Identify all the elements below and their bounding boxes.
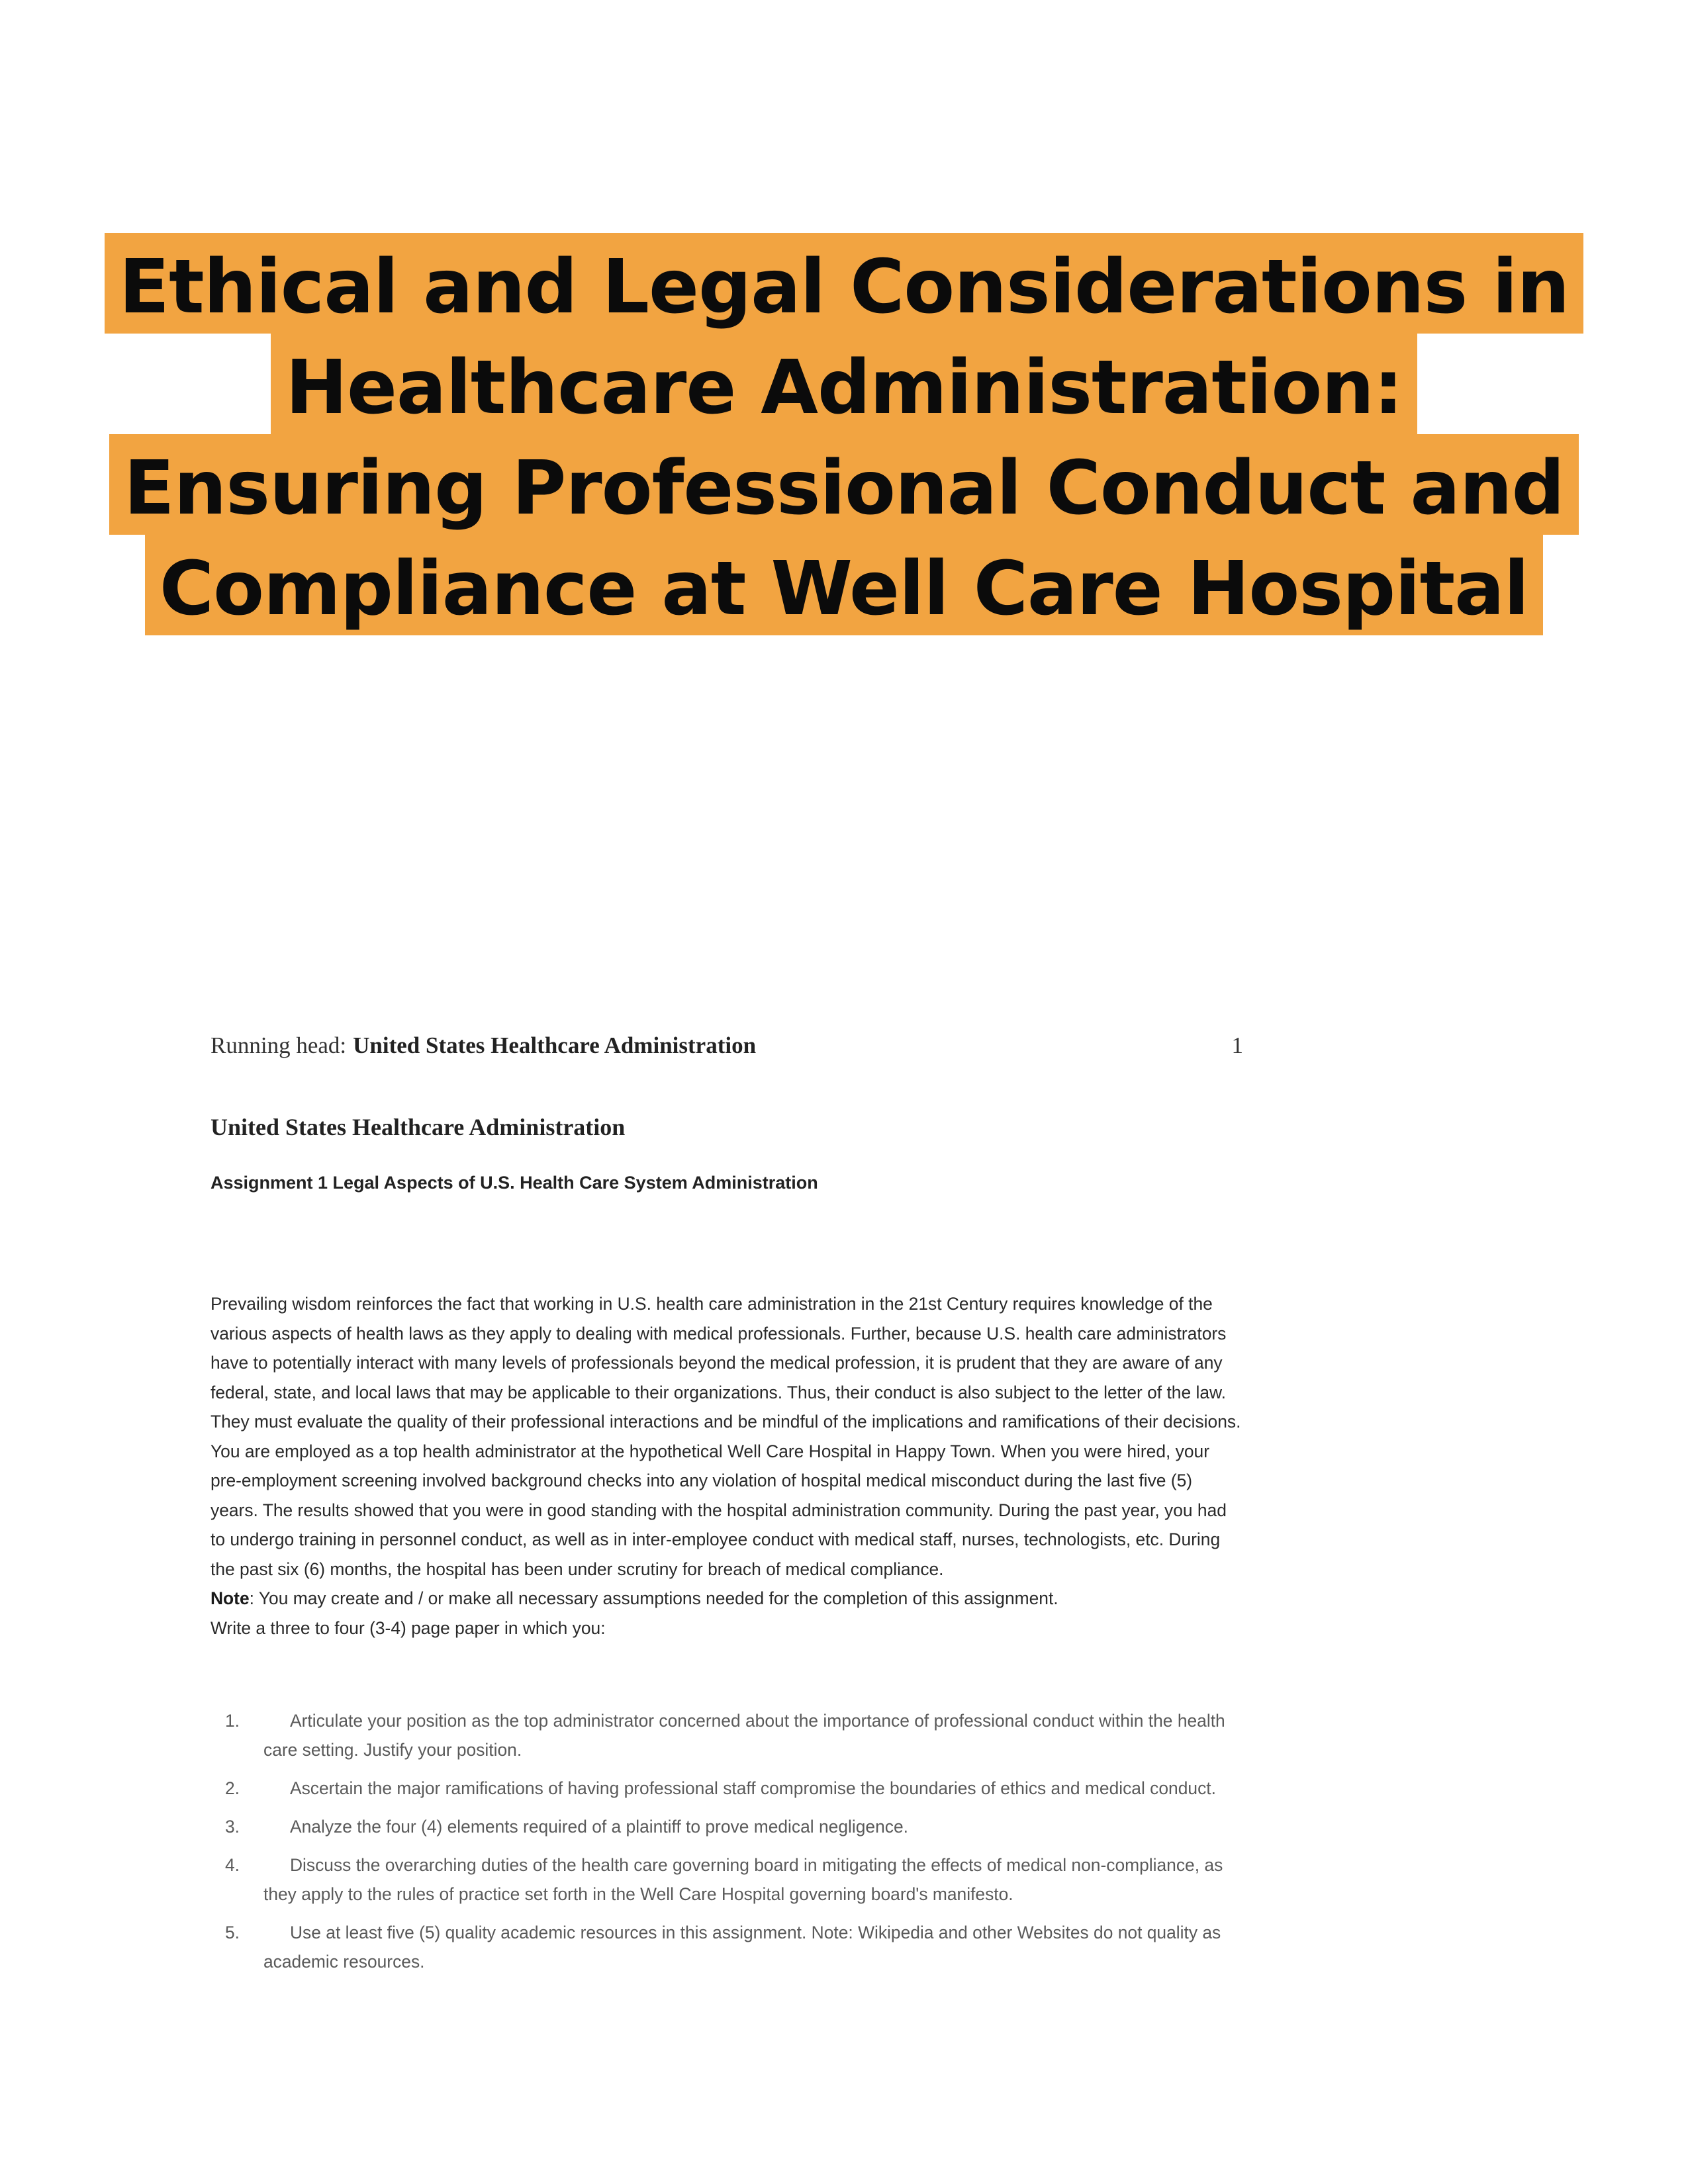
note <box>211 1584 1243 1614</box>
list-item-number: 5. <box>225 1923 240 1942</box>
headline-line-3-text: Ensuring Professional Conduct and <box>109 434 1579 535</box>
list-item-number: 1. <box>225 1711 240 1731</box>
paragraph-1: Prevailing wisdom reinforces the fact that working in U.S. health care administration in the 21st Century requires knowledge of the various aspects of health laws as they apply to dealing with medical professionals. Further, because U.S. health care administrators have to potentially interact with many levels of professionals beyond the medical profession, it is prudent that they are aware of any federal, state, and local laws that may be applicable to their organizations. Thus, their conduct is also subject to the letter of the law. They must evaluate the quality of their professional interactions and be mindful of the implications and ramifications of their decisions. <box>211 1294 1241 1432</box>
headline-line-2-text: Healthcare Administration: <box>271 334 1417 434</box>
list-item <box>211 1850 1243 1909</box>
list-item-text: Analyze the four (4) elements required of a plaintiff to prove medical negligence. <box>290 1817 908 1837</box>
body-text <box>211 1289 1243 1643</box>
list-item <box>211 1812 1243 1841</box>
list-item-number: 2. <box>225 1778 240 1798</box>
page-number: 1 <box>1231 1032 1243 1058</box>
list-item-text: Use at least five (5) quality academic resources in this assignment. Note: Wikipedia and other Websites do not quality as academic resources. <box>263 1923 1221 1972</box>
task-list <box>211 1706 1243 1985</box>
headline-line-1 <box>0 233 1688 334</box>
list-item-number: 4. <box>225 1855 240 1875</box>
running-head-title: United States Healthcare Administration <box>353 1032 757 1058</box>
document-title: United States Healthcare Administration <box>211 1114 626 1140</box>
note-text: : You may create and / or make all necessary assumptions needed for the completion of this assignment. <box>249 1588 1058 1608</box>
headline-line-1-text: Ethical and Legal Considerations in <box>105 233 1584 334</box>
list-item <box>211 1706 1243 1764</box>
document-scan <box>211 1032 1243 2052</box>
list-item <box>211 1774 1243 1803</box>
list-item-text: Articulate your position as the top administrator concerned about the importance of professional conduct within the health care setting. Justify your position. <box>263 1711 1225 1760</box>
headline-line-4 <box>0 535 1688 635</box>
list-item <box>211 1918 1243 1976</box>
headline <box>0 233 1688 635</box>
note-label: Note <box>211 1588 250 1608</box>
headline-line-3 <box>0 434 1688 535</box>
assignment-title: Assignment 1 Legal Aspects of U.S. Health Care System Administration <box>211 1173 818 1193</box>
headline-line-4-text: Compliance at Well Care Hospital <box>145 535 1543 635</box>
list-item-text: Discuss the overarching duties of the health care governing board in mitigating the effects of medical non-compliance, as they apply to the rules of practice set forth in the Well Care Hospital governing board's manifesto. <box>263 1855 1223 1904</box>
running-head <box>211 1032 1243 1066</box>
list-item-number: 3. <box>225 1817 240 1837</box>
paragraph-2: You are employed as a top health administrator at the hypothetical Well Care Hospital in Happy Town. When you were hired, your pre-employment screening involved background checks into any violation of hospital medical misconduct during the last five (5) years. The results showed that you were in good standing with the hospital administration community. During the past year, you had to undergo training in personnel conduct, as well as in inter-employee conduct with medical staff, nurses, technologists, etc. During the past six (6) months, the hospital has been under scrutiny for breach of medical compliance. <box>211 1441 1227 1579</box>
headline-line-2 <box>0 334 1688 434</box>
list-item-text: Ascertain the major ramifications of having professional staff compromise the boundaries of ethics and medical conduct. <box>290 1778 1216 1798</box>
instruction: Write a three to four (3-4) page paper in which you: <box>211 1617 606 1638</box>
running-head-label: Running head: <box>211 1032 347 1058</box>
